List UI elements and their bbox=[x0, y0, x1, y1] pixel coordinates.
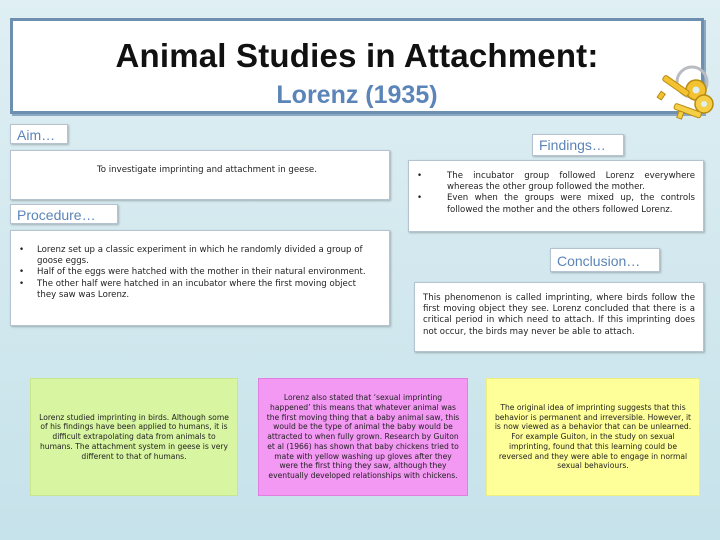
aim-label: Aim… bbox=[10, 124, 68, 144]
list-item: • The incubator group followed Lorenz everywhere whereas the other group followed the mother. bbox=[409, 171, 695, 193]
aim-text: To investigate imprinting and attachment in geese. bbox=[97, 165, 317, 175]
conclusion-text: This phenomenon is called imprinting, where birds follow the first moving object they see. Lorenz concluded that there is a critical period in which need to attach. If this imprinting does not occur, the birds may never be able to attach. bbox=[423, 293, 695, 337]
list-item: • Lorenz set up a classic experiment in which he randomly divided a group of goose eggs. bbox=[11, 245, 377, 267]
page-title: Animal Studies in Attachment: bbox=[115, 37, 599, 74]
pink-card-text: Lorenz also stated that ‘sexual imprinting happened’ this means that whatever animal was the first moving thing that a baby animal saw, this would be the type of animal the baby would be attracted to when fully grown. Research by Guiton et al (1966) has shown that baby chickens tried to mate with yellow washing up gloves after they were the first thing they saw, although they eventually developed relationships with chickens. bbox=[266, 393, 460, 481]
evaluation-card-yellow bbox=[486, 378, 700, 496]
yellow-card-text: The original idea of imprinting suggests that this behavior is permanent and irreversible. However, it is now viewed as a behavior that can be unlearned. For example Guiton, in the study on sexual imprinting, found that this learning could be reversed and they were able to engage in normal sexual behaviours. bbox=[494, 402, 692, 471]
procedure-list bbox=[11, 245, 377, 301]
findings-list bbox=[409, 171, 695, 216]
evaluation-card-green bbox=[30, 378, 238, 496]
title-box bbox=[10, 18, 704, 114]
procedure-label: Procedure… bbox=[10, 204, 118, 224]
procedure-panel bbox=[10, 230, 390, 326]
list-item: • Even when the groups were mixed up, the controls followed the mother and the others followed Lorenz. bbox=[409, 193, 695, 215]
aim-panel bbox=[10, 150, 390, 200]
findings-label: Findings… bbox=[532, 134, 624, 156]
list-item: • Half of the eggs were hatched with the mother in their natural environment. bbox=[11, 267, 377, 278]
green-card-text: Lorenz studied imprinting in birds. Although some of his findings have been applied to humans, it is difficult extrapolating data from animals to humans. The attachment system in geese is very different to that of humans. bbox=[39, 412, 229, 461]
list-item: • The other half were hatched in an incubator where the first moving object they saw was Lorenz. bbox=[11, 279, 377, 301]
conclusion-panel bbox=[414, 282, 704, 352]
evaluation-card-pink bbox=[258, 378, 468, 496]
conclusion-label: Conclusion… bbox=[550, 248, 660, 272]
page-subtitle: Lorenz (1935) bbox=[276, 81, 438, 109]
gold-keys-icon bbox=[640, 62, 720, 140]
findings-panel bbox=[408, 160, 704, 232]
